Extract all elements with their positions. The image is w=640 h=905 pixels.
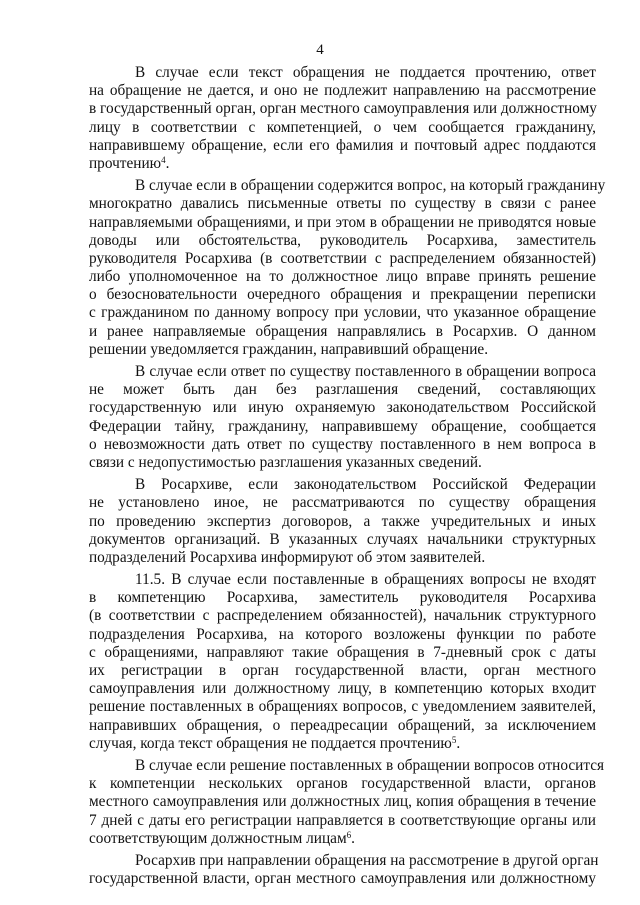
text-line: самоуправления или должностному лицу, в компетенцию которых входит: [89, 680, 596, 698]
text-line: не установлено иное, не рассматриваются по существу обращения: [89, 494, 596, 512]
text-line: 11.5. В случае если поставленные в обращениях вопросы не входят: [135, 571, 596, 589]
text-line: В Росархиве, если законодательством Российской Федерации: [135, 476, 596, 494]
text-line: лицу в соответствии с компетенцией, о чем сообщается гражданину,: [89, 118, 596, 136]
text-line: В случае если в обращении содержится вопрос, на который гражданину: [135, 177, 606, 195]
text-line: прочтению$^4$.: [89, 154, 170, 172]
text-line: с гражданином по данному вопросу при условии, что указанное обращение: [89, 304, 596, 322]
paragraph: [89, 756, 605, 848]
text-line: 7 дней с даты его регистрации направляется в соответствующие органы или: [89, 811, 596, 829]
paragraph: [89, 64, 596, 173]
text-line: Росархив при направлении обращения на рассмотрение в другой орган: [135, 851, 599, 869]
text-line: местного самоуправления или должностных лиц, копия обращения в течение: [89, 793, 596, 811]
text-line: руководителя Росархива (в соответствии с распределением обязанностей): [89, 249, 596, 267]
text-line: не может быть дан без разглашения сведений, составляющих: [89, 381, 596, 399]
text-line: направившему обращение, если его фамилия и почтовый адрес поддаются: [89, 136, 596, 154]
text-line: к компетенции нескольких органов государственной власти, органов: [89, 775, 596, 793]
footnote-marker: 5: [451, 734, 457, 745]
paragraph: [89, 363, 596, 472]
text-line: В случае если ответ по существу поставленного в обращении вопроса: [135, 363, 596, 380]
text-line: на обращение не дается, и оно не подлежит направлению на рассмотрение: [89, 82, 596, 100]
text-line: В случае если текст обращения не поддается прочтению, ответ: [135, 64, 596, 81]
text-line: о невозможности дать ответ по существу поставленного в нем вопроса в: [89, 435, 596, 453]
page-number: 4: [316, 42, 324, 58]
text-line: доводы или обстоятельства, руководитель Росархива, заместитель: [89, 231, 596, 249]
text-line: государственной власти, орган местного самоуправления или должностному: [89, 870, 596, 888]
text-line: решении уведомляется гражданин, направивший обращение.: [89, 340, 489, 358]
text-line: документов организаций. В указанных случаях начальники структурных: [89, 530, 596, 548]
paragraph: [89, 476, 596, 567]
text-line: направляемыми обращениями, и при этом в обращении не приводятся новые: [89, 213, 596, 231]
text-line: В случае если решение поставленных в обращении вопросов относится: [135, 756, 605, 774]
text-line: (в соответствии с распределением обязанностей), начальник структурного: [89, 607, 596, 625]
text-line: подразделения Росархива, на которого возложены функции по работе: [89, 625, 596, 643]
text-line: направивших обращения, о переадресации обращений, за исключением: [89, 716, 596, 734]
text-line: случая, когда текст обращения не поддается прочтению$^5$.: [89, 734, 461, 752]
text-line: подразделений Росархива информируют об этом заявителей.: [89, 548, 486, 566]
text-line: многократно давались письменные ответы по существу в связи с ранее: [89, 195, 596, 213]
text-line: либо уполномоченное на то должностное лицо вправе принять решение: [89, 268, 596, 286]
paragraph: [89, 851, 599, 888]
paragraph: [89, 177, 606, 359]
text-line: их регистрации в орган государственной власти, орган местного: [89, 662, 596, 679]
text-line: государственную или иную охраняемую законодательством Российской: [89, 399, 596, 417]
text-line: с обращениями, направляют такие обращения в 7-дневный срок с даты: [89, 643, 596, 661]
text-line: о безосновательности очередного обращения и прекращении переписки: [89, 286, 596, 304]
text-line: Федерации тайну, гражданину, направившему обращение, сообщается: [89, 417, 596, 435]
text-line: соответствующим должностным лицам$^6$.: [89, 829, 355, 847]
footnote-marker: 4: [161, 154, 166, 165]
paragraph: [89, 571, 596, 753]
text-line: в государственный орган, орган местного самоуправления или должностному: [89, 100, 597, 118]
text-line: решение поставленных в обращениях вопросов, с уведомлением заявителей,: [89, 698, 596, 716]
text-line: в компетенцию Росархива, заместитель руководителя Росархива: [89, 589, 596, 607]
text-line: и ранее направляемые обращения направлялись в Росархив. О данном: [89, 322, 596, 340]
footnote-marker: 6: [346, 829, 352, 840]
text-line: связи с недопустимостью разглашения указанных сведений.: [89, 453, 482, 471]
document-body: [89, 64, 606, 888]
text-line: по проведению экспертиз договоров, а также учредительных и иных: [89, 512, 596, 530]
